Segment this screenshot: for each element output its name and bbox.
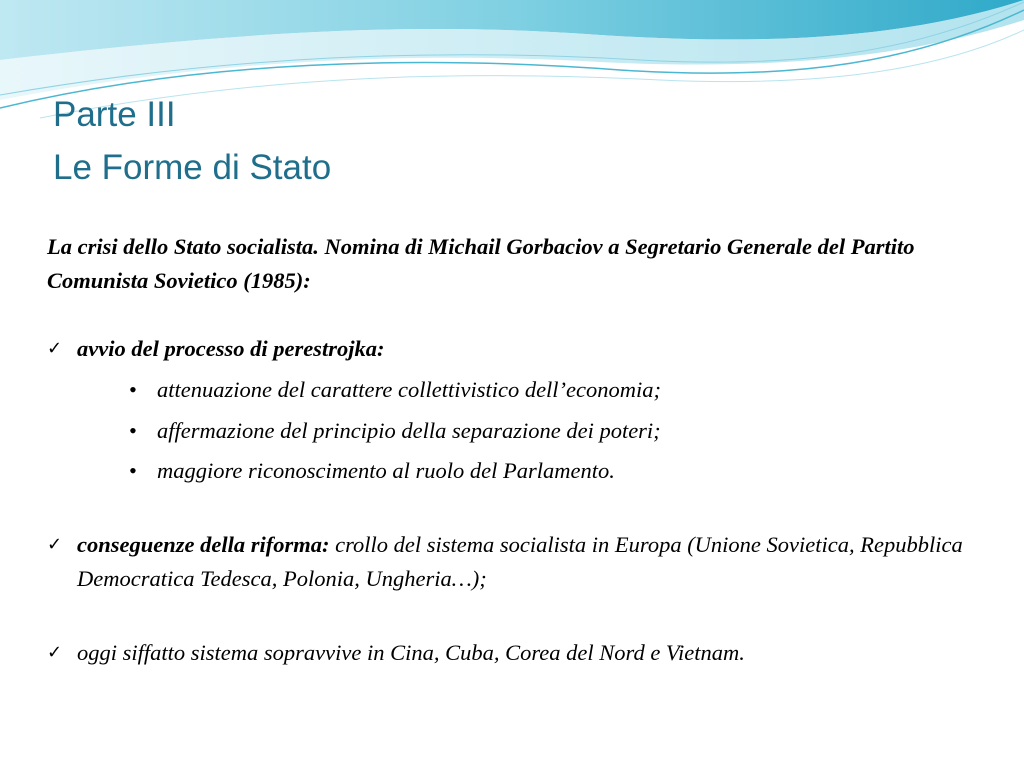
- bullet-text: attenuazione del carattere collettivistico dell’economia;: [157, 377, 662, 402]
- point-consequences: [47, 528, 977, 596]
- point2-heading: conseguenze della riforma:: [77, 532, 330, 557]
- bullet-icon: •: [129, 377, 137, 402]
- point-perestrojka: [47, 332, 977, 366]
- point2-text: crollo del sistema socialista in Europa (Unione Sovietica, Repubblica Democratica Tedesca, Polonia, Ungheria…);: [77, 532, 963, 591]
- bullet-text: affermazione del principio della separazione dei poteri;: [157, 417, 661, 443]
- title-line-1: Parte III: [53, 95, 176, 134]
- intro-text: La crisi dello Stato socialista. Nomina di Michail Gorbaciov a Segretario Generale del Partito Comunista Sovietico (1985):: [47, 234, 915, 293]
- slide-title: [53, 88, 331, 194]
- slide-content: [47, 230, 977, 670]
- list-item: [47, 373, 977, 407]
- checkmark-icon: ✓: [47, 534, 63, 555]
- point-today: [47, 636, 977, 670]
- list-item: [47, 454, 977, 488]
- title-line-2: Le Forme di Stato: [53, 148, 332, 187]
- checkmark-icon: ✓: [47, 338, 63, 359]
- perestrojka-bullet-list: [47, 373, 977, 488]
- bullet-text: maggiore riconoscimento al ruolo del Parlamento.: [157, 458, 615, 483]
- bullet-icon: •: [129, 458, 137, 483]
- bullet-icon: •: [129, 417, 137, 443]
- point3-text: oggi siffatto sistema sopravvive in Cina, Cuba, Corea del Nord e Vietnam.: [77, 640, 745, 665]
- checkmark-icon: ✓: [47, 642, 63, 663]
- point1-heading: avvio del processo di perestrojka:: [77, 336, 385, 361]
- list-item: [47, 414, 977, 448]
